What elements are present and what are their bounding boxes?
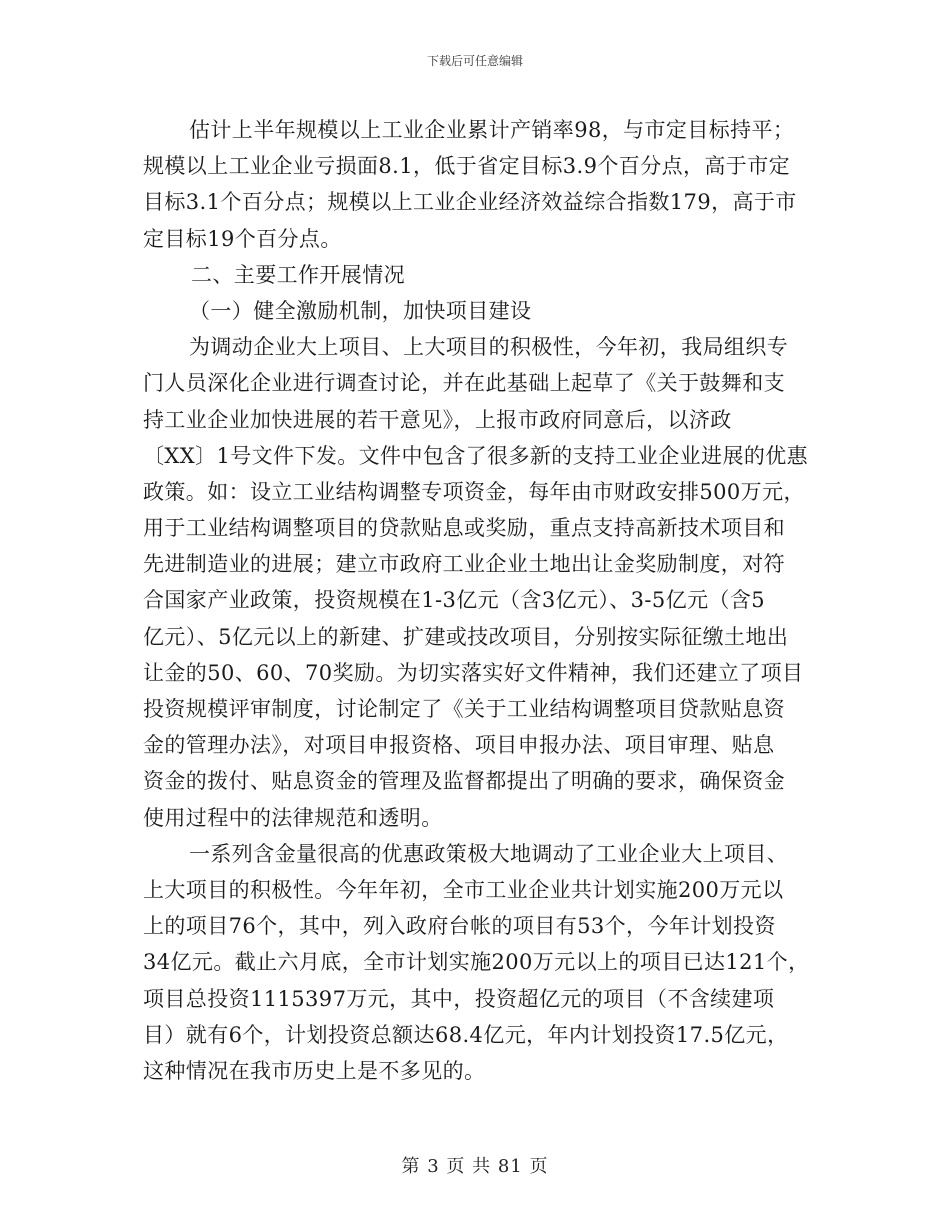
paragraph-line: 〔XX〕1号文件下发。文件中包含了很多新的支持工业企业进展的优惠 bbox=[143, 443, 809, 468]
paragraph-line: 项目总投资1115397万元，其中，投资超亿元的项目（不含续建项 bbox=[143, 986, 775, 1011]
paragraph-line: 亿元）、5亿元以上的新建、扩建或技改项目，分别按实际征缴土地出 bbox=[143, 624, 789, 649]
paragraph-line: 用于工业结构调整项目的贷款贴息或奖励，重点支持高新技术项目和 bbox=[143, 516, 785, 541]
paragraph-line: 资金的拨付、贴息资金的管理及监督都提出了明确的要求，确保资金 bbox=[143, 769, 785, 794]
paragraph-line: 目标3.1个百分点；规模以上工业企业经济效益综合指数179，高于市 bbox=[143, 190, 797, 215]
paragraph-line: 合国家产业政策，投资规模在1-3亿元（含3亿元）、3-5亿元（含5 bbox=[143, 588, 766, 613]
paragraph-line: 先进制造业的进展；建立市政府工业企业土地出让金奖励制度，对符 bbox=[143, 552, 785, 577]
paragraph-line: 这种情况在我市历史上是不多见的。 bbox=[143, 1058, 486, 1083]
paragraph-line: 门人员深化企业进行调查讨论，并在此基础上起草了《关于鼓舞和支 bbox=[143, 371, 785, 396]
paragraph-line: 为调动企业大上项目、上大项目的积极性，今年初，我局组织专 bbox=[189, 335, 789, 360]
page-number-footer: 第 3 页 共 81 页 bbox=[401, 1156, 549, 1177]
paragraph-line: 目）就有6个，计划投资总额达68.4亿元，年内计划投资17.5亿元， bbox=[143, 1022, 789, 1047]
paragraph-line: 上的项目76个，其中，列入政府台帐的项目有53个，今年计划投资 bbox=[143, 914, 776, 939]
page-header-note: 下载后可任意编辑 bbox=[426, 54, 523, 68]
paragraph-line: 政策。如：设立工业结构调整专项资金，每年由市财政安排500万元， bbox=[143, 479, 805, 504]
paragraph-line: 34亿元。截止六月底，全市计划实施200万元以上的项目已达121个， bbox=[143, 950, 810, 975]
paragraph-line: 持工业企业加快进展的若干意见》，上报市政府同意后，以济政 bbox=[143, 407, 732, 432]
paragraph-line: 估计上半年规模以上工业企业累计产销率98，与市定目标持平； bbox=[189, 118, 795, 142]
paragraph-line: 上大项目的积极性。今年年初，全市工业企业共计划实施200万元以 bbox=[143, 877, 784, 902]
paragraph-line: 让金的50、60、70奖励。为切实落实好文件精神，我们还建立了项目 bbox=[143, 660, 804, 685]
document-body bbox=[143, 112, 809, 1089]
paragraph-line: 金的管理办法》，对项目申报资格、项目申报办法、项目审理、贴息 bbox=[143, 733, 775, 758]
section-heading: 二、主要工作开展情况 bbox=[191, 262, 405, 287]
subsection-heading: （一）健全激励机制，加快项目建设 bbox=[189, 298, 532, 323]
paragraph-line: 投资规模评审制度，讨论制定了《关于工业结构调整项目贷款贴息资 bbox=[143, 697, 785, 721]
paragraph-line: 规模以上工业企业亏损面8.1，低于省定目标3.9个百分点，高于市定 bbox=[143, 154, 790, 179]
paragraph-line: 一系列含金量很高的优惠政策极大地调动了工业企业大上项目、 bbox=[189, 841, 789, 866]
paragraph-line: 定目标19个百分点。 bbox=[143, 226, 342, 251]
paragraph-line: 使用过程中的法律规范和透明。 bbox=[143, 805, 443, 830]
